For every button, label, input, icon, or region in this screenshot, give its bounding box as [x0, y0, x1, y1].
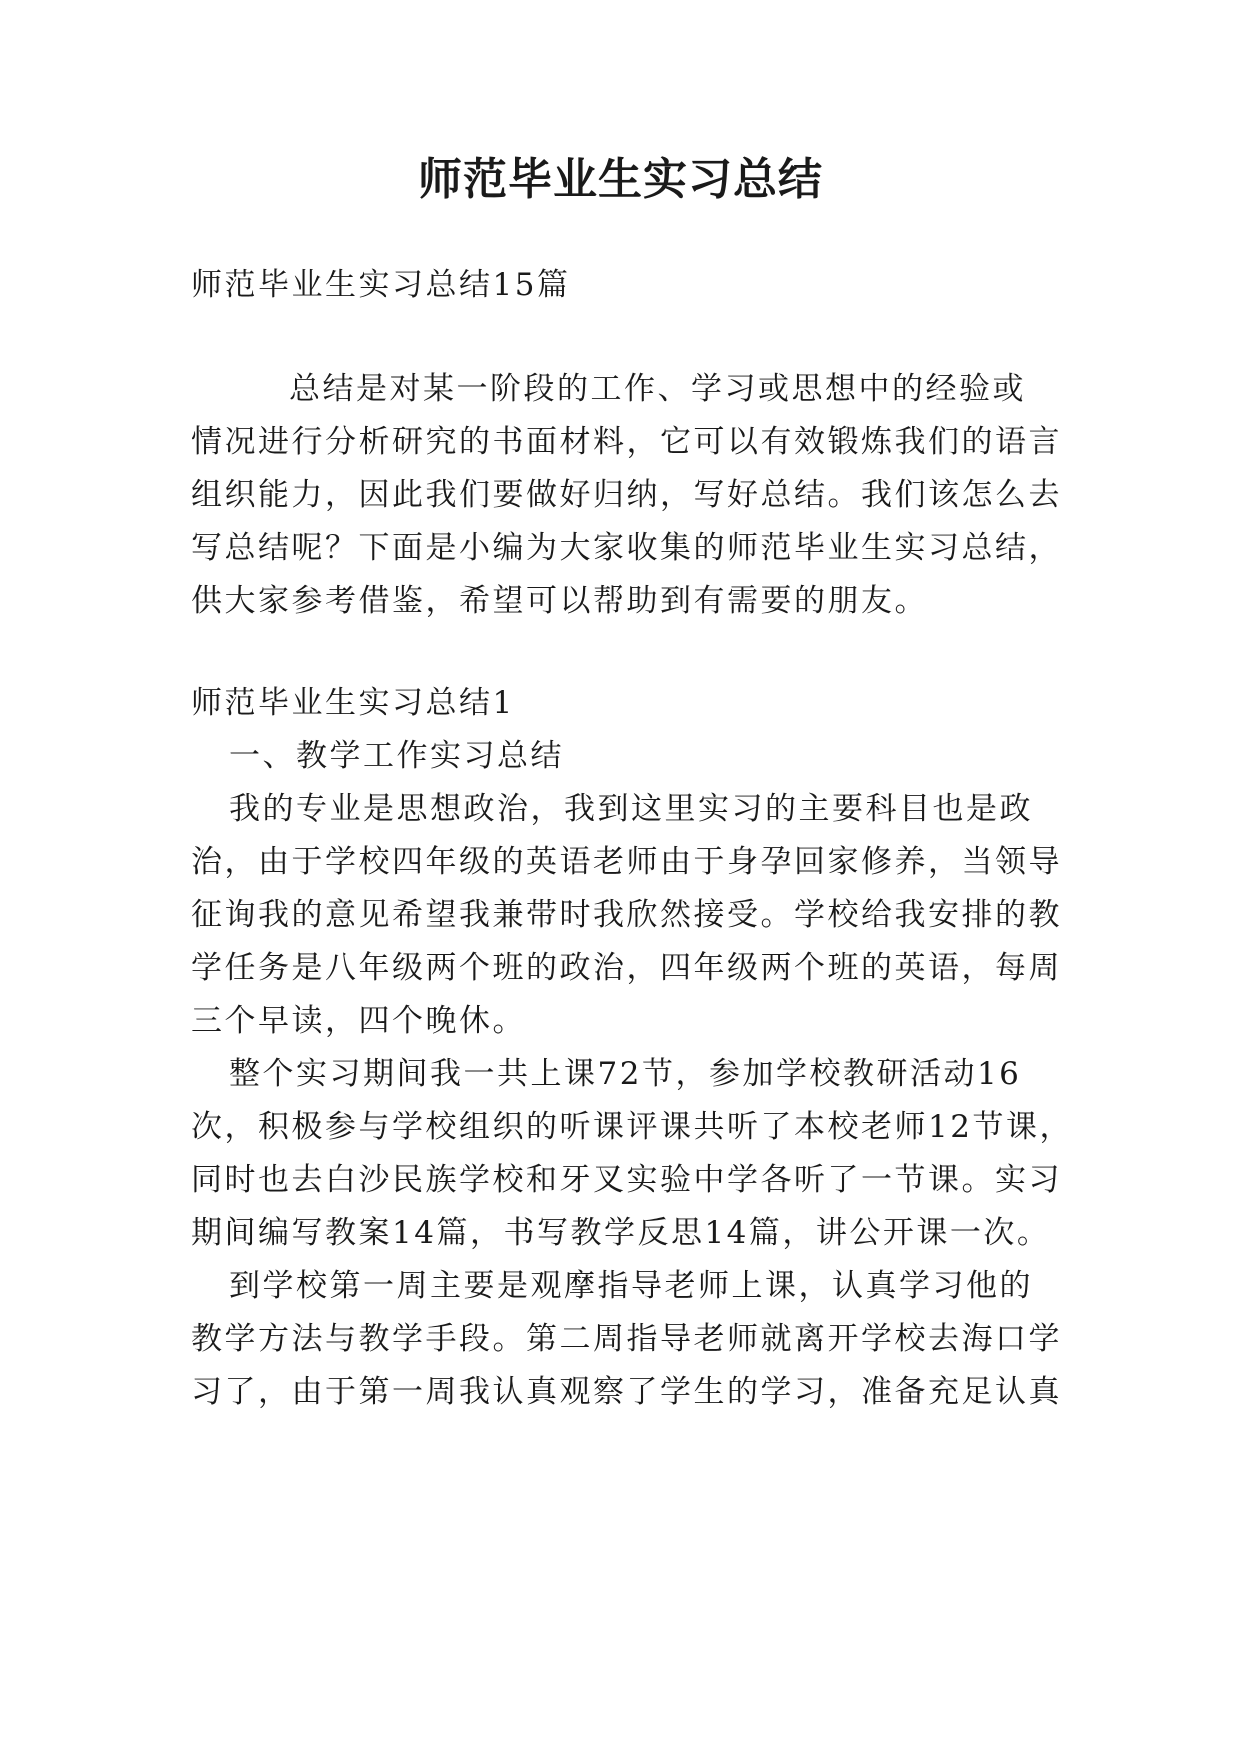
- intro-line: 组织能力，因此我们要做好归纳，写好总结。我们该怎么去: [191, 477, 1062, 513]
- paragraph-line: 教学方法与教学手段。第二周指导老师就离开学校去海口学: [191, 1321, 1062, 1357]
- subsection-heading: 一、教学工作实习总结: [229, 738, 564, 774]
- paragraph-line: 征询我的意见希望我兼带时我欣然接受。学校给我安排的教: [191, 897, 1062, 933]
- paragraph-line: 整个实习期间我一共上课72节，参加学校教研活动16: [229, 1056, 1022, 1092]
- paragraph-line: 治，由于学校四年级的英语老师由于身孕回家修养，当领导: [191, 844, 1062, 880]
- document-subtitle: 师范毕业生实习总结15篇: [191, 267, 571, 303]
- paragraph-line: 我的专业是思想政治，我到这里实习的主要科目也是政: [229, 791, 1033, 827]
- intro-line: 情况进行分析研究的书面材料，它可以有效锻炼我们的语言: [191, 424, 1062, 460]
- document-title: 师范毕业生实习总结: [418, 154, 823, 205]
- intro-line: 写总结呢？下面是小编为大家收集的师范毕业生实习总结，: [191, 530, 1062, 566]
- paragraph-line: 期间编写教案14篇，书写教学反思14篇，讲公开课一次。: [191, 1215, 1051, 1251]
- intro-line: 供大家参考借鉴，希望可以帮助到有需要的朋友。: [191, 583, 928, 619]
- intro-line: 总结是对某一阶段的工作、学习或思想中的经验或: [289, 371, 1026, 407]
- paragraph-line: 同时也去白沙民族学校和牙叉实验中学各听了一节课。实习: [191, 1162, 1062, 1198]
- section-heading: 师范毕业生实习总结1: [191, 685, 515, 721]
- paragraph-line: 次，积极参与学校组织的听课评课共听了本校老师12节课，: [191, 1109, 1073, 1145]
- paragraph-line: 学任务是八年级两个班的政治，四年级两个班的英语，每周: [191, 950, 1062, 986]
- paragraph-line: 习了，由于第一周我认真观察了学生的学习，准备充足认真: [191, 1374, 1062, 1410]
- paragraph-line: 到学校第一周主要是观摩指导老师上课，认真学习他的: [229, 1268, 1033, 1304]
- paragraph-line: 三个早读，四个晚休。: [191, 1003, 526, 1039]
